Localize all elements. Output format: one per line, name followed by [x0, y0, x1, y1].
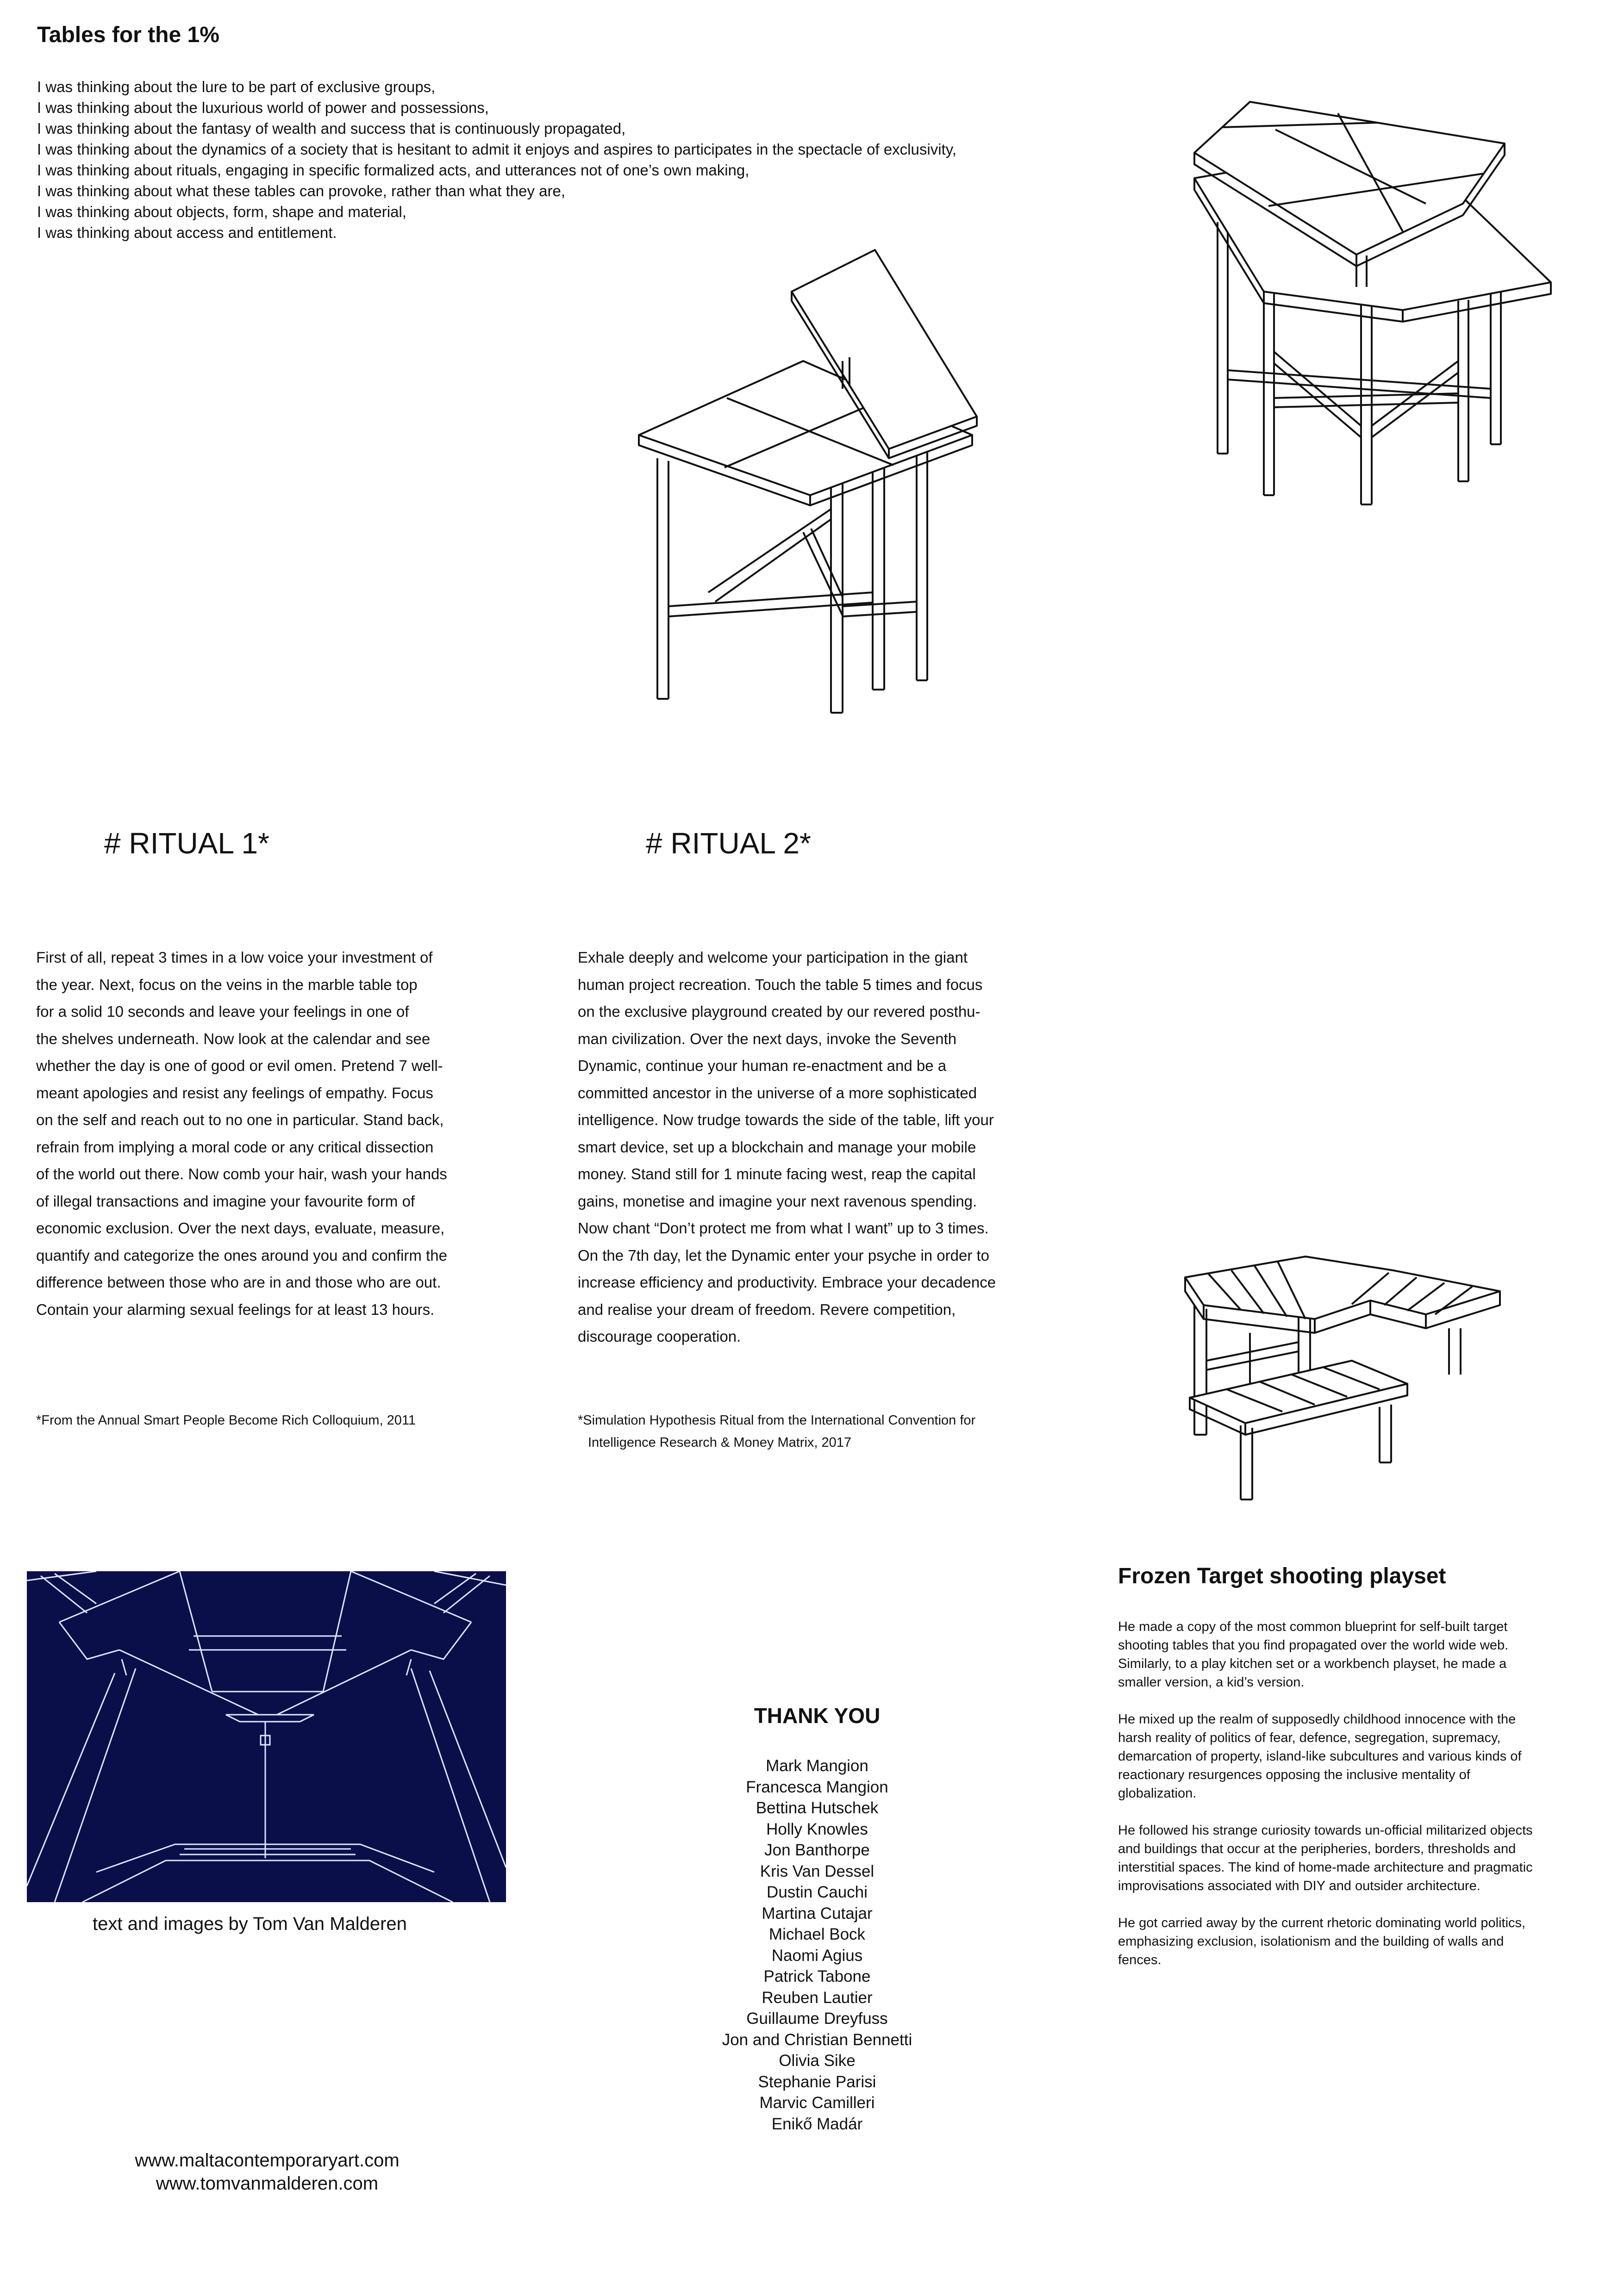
frozen-line: improvisations associated with DIY and outsider architecture.	[1118, 1879, 1480, 1893]
thanks-name: Mark Mangion	[766, 1757, 868, 1775]
ritual-2-footnote-line-2: Intelligence Research & Money Matrix, 2017	[588, 1435, 852, 1450]
frozen-title: Frozen Target shooting playset	[1118, 1564, 1446, 1588]
frozen-line: Similarly, to a play kitchen set or a workbench playset, he made a	[1118, 1656, 1507, 1671]
thanks-name: Jon Banthorpe	[764, 1841, 870, 1859]
ritual-1-line: the shelves underneath. Now look at the calendar and see	[36, 1030, 431, 1047]
thanks-name: Reuben Lautier	[762, 1988, 873, 2007]
image-credit: text and images by Tom Van Malderen	[93, 1914, 407, 1934]
frozen-line: emphasizing exclusion, isolationism and the building of walls and	[1118, 1934, 1504, 1949]
paragraph-gap	[1118, 1803, 1533, 1821]
thanks-name: Martina Cutajar	[762, 1904, 873, 1923]
frozen-line: demarcation of property, island-like subcultures and various kinds of	[1118, 1749, 1522, 1764]
frozen-line: globalization.	[1118, 1786, 1197, 1801]
frozen-text	[1118, 1618, 1533, 1969]
thanks-name: Patrick Tabone	[763, 1967, 871, 1985]
ritual-1-line: of illegal transactions and imagine your favourite form of	[36, 1192, 415, 1210]
ritual-1-line: meant apologies and resist any feelings of empathy. Focus	[36, 1084, 433, 1101]
intro-line: I was thinking about the lure to be part of exclusive groups,	[37, 78, 436, 95]
ritual-1-line: economic exclusion. Over the next days, evaluate, measure,	[36, 1220, 445, 1237]
thanks-name: Naomi Agius	[771, 1946, 863, 1965]
url-tom-van-malderen[interactable]: www.tomvanmalderen.com	[156, 2173, 379, 2194]
ritual-1-line: Contain your alarming sexual feelings for at least 13 hours.	[36, 1300, 435, 1318]
ritual-1-line: refrain from implying a moral code or any critical dissection	[36, 1138, 434, 1156]
ritual-2-line: Now chant “Don’t protect me from what I want” up to 3 times.	[578, 1220, 989, 1237]
ritual-1-line: whether the day is one of good or evil omen. Pretend 7 well-	[36, 1057, 443, 1074]
ritual-2-line: human project recreation. Touch the table 5 times and focus	[578, 976, 983, 993]
ritual-1-line: of the world out there. Now comb your hair, wash your hands	[36, 1165, 447, 1182]
thanks-name: Olivia Sike	[779, 2052, 856, 2070]
frozen-line: He made a copy of the most common blueprint for self-built target	[1118, 1619, 1508, 1634]
frozen-line: harsh reality of politics of fear, defence, segregation, supremacy,	[1118, 1730, 1501, 1745]
intro-line: I was thinking about what these tables can provoke, rather than what they are,	[37, 182, 566, 199]
intro-line: I was thinking about the luxurious world of power and possessions,	[37, 99, 489, 116]
ritual-1-line: quantify and categorize the ones around you and confirm the	[36, 1246, 447, 1264]
thanks-name: Kris Van Dessel	[760, 1862, 874, 1880]
frozen-line: He mixed up the realm of supposedly childhood innocence with the	[1118, 1712, 1516, 1727]
intro-line: I was thinking about objects, form, shape and material,	[37, 203, 406, 220]
intro-text	[37, 76, 956, 243]
ritual-1-footnote: *From the Annual Smart People Become Rich Colloquium, 2011	[36, 1413, 416, 1428]
ritual-2-line: and realise your dream of freedom. Revere competition,	[578, 1300, 956, 1318]
ritual-1-heading: # RITUAL 1*	[104, 827, 269, 860]
ritual-2-text	[578, 944, 996, 1350]
thanks-name: Michael Bock	[768, 1925, 866, 1943]
paragraph-gap	[1118, 1895, 1533, 1914]
ritual-2-line: increase efficiency and productivity. Embrace your decadence	[578, 1274, 996, 1291]
ritual-2-line: on the exclusive playground created by our revered posthu-	[578, 1003, 981, 1020]
thanks-title: THANK YOU	[754, 1704, 881, 1728]
thanks-name: Bettina Hutschek	[756, 1799, 879, 1817]
thanks-name: Jon and Christian Bennetti	[722, 2030, 912, 2049]
ritual-2-line: On the 7th day, let the Dynamic enter your psyche in order to	[578, 1246, 990, 1264]
ritual-1-line: on the self and reach out to no one in particular. Stand back,	[36, 1111, 444, 1128]
intro-line: I was thinking about the fantasy of wealth and success that is continuously propagated,	[37, 120, 626, 137]
ritual-2-line: man civilization. Over the next days, invoke the Seventh	[578, 1030, 957, 1047]
ritual-2-line: committed ancestor in the universe of a more sophisticated	[578, 1084, 977, 1101]
frozen-line: shooting tables that you find propagated over the world wide web.	[1118, 1638, 1509, 1653]
ritual-1-text	[36, 944, 447, 1323]
thanks-name: Enikő Madár	[771, 2115, 863, 2133]
ritual-2-line: gains, monetise and imagine your next ravenous spending.	[578, 1192, 977, 1210]
thanks-name: Dustin Cauchi	[767, 1883, 868, 1901]
table-drawing-1	[620, 236, 1000, 717]
paragraph-gap	[1118, 1692, 1533, 1710]
frozen-line: He got carried away by the current rhetoric dominating world politics,	[1118, 1916, 1526, 1930]
intro-line: I was thinking about the dynamics of a society that is hesitant to admit it enjoys and aspires to participates in the spectacle of exclusivity,	[37, 141, 956, 158]
ritual-2-line: intelligence. Now trudge towards the side of the table, lift your	[578, 1111, 994, 1128]
intro-line: I was thinking about access and entitlement.	[37, 224, 337, 241]
thanks-list	[655, 1755, 979, 2134]
frozen-line: He followed his strange curiosity towards un-official militarized objects	[1118, 1823, 1533, 1838]
thanks-name: Stephanie Parisi	[758, 2072, 876, 2091]
frozen-line: fences.	[1118, 1953, 1162, 1967]
ritual-1-line: First of all, repeat 3 times in a low voice your investment of	[36, 949, 433, 966]
ritual-2-line: Exhale deeply and welcome your participation in the giant	[578, 949, 968, 966]
urls	[100, 2149, 434, 2195]
ritual-1-line: the year. Next, focus on the veins in the marble table top	[36, 976, 418, 993]
ritual-2-footnote	[578, 1409, 975, 1454]
ritual-2-line: money. Stand still for 1 minute facing west, reap the capital	[578, 1165, 976, 1182]
thanks-name: Marvic Camilleri	[759, 2094, 875, 2112]
ritual-2-footnote-line-1: *Simulation Hypothesis Ritual from the International Convention for	[578, 1413, 976, 1428]
url-malta-contemporary-art[interactable]: www.maltacontemporaryart.com	[135, 2150, 400, 2171]
ritual-2-line: Dynamic, continue your human re-enactment and be a	[578, 1057, 947, 1074]
frozen-line: interstitial spaces. The kind of home-made architecture and pragmatic	[1118, 1860, 1533, 1875]
installation-photo	[27, 1571, 506, 1902]
ritual-2-line: discourage cooperation.	[578, 1328, 741, 1345]
intro-line: I was thinking about rituals, engaging in specific formalized acts, and utterances not of one’s own making,	[37, 162, 750, 179]
thanks-name: Guillaume Dreyfuss	[746, 2010, 888, 2028]
ritual-1-line: difference between those who are in and those who are out.	[36, 1274, 441, 1291]
table-drawing-2	[1185, 93, 1574, 509]
ritual-1-line: for a solid 10 seconds and leave your feelings in one of	[36, 1003, 409, 1020]
thanks-name: Holly Knowles	[766, 1820, 868, 1838]
playset-drawing	[1176, 1240, 1518, 1518]
frozen-line: and buildings that occur at the peripheries, borders, thresholds and	[1118, 1842, 1516, 1856]
ritual-2-line: smart device, set up a blockchain and manage your mobile	[578, 1138, 976, 1156]
frozen-line: smaller version, a kid’s version.	[1118, 1675, 1305, 1690]
thanks-name: Francesca Mangion	[746, 1778, 888, 1796]
frozen-line: reactionary resurgences opposing the inclusive mentality of	[1118, 1767, 1470, 1782]
ritual-2-heading: # RITUAL 2*	[646, 827, 811, 860]
page-title: Tables for the 1%	[37, 23, 219, 47]
